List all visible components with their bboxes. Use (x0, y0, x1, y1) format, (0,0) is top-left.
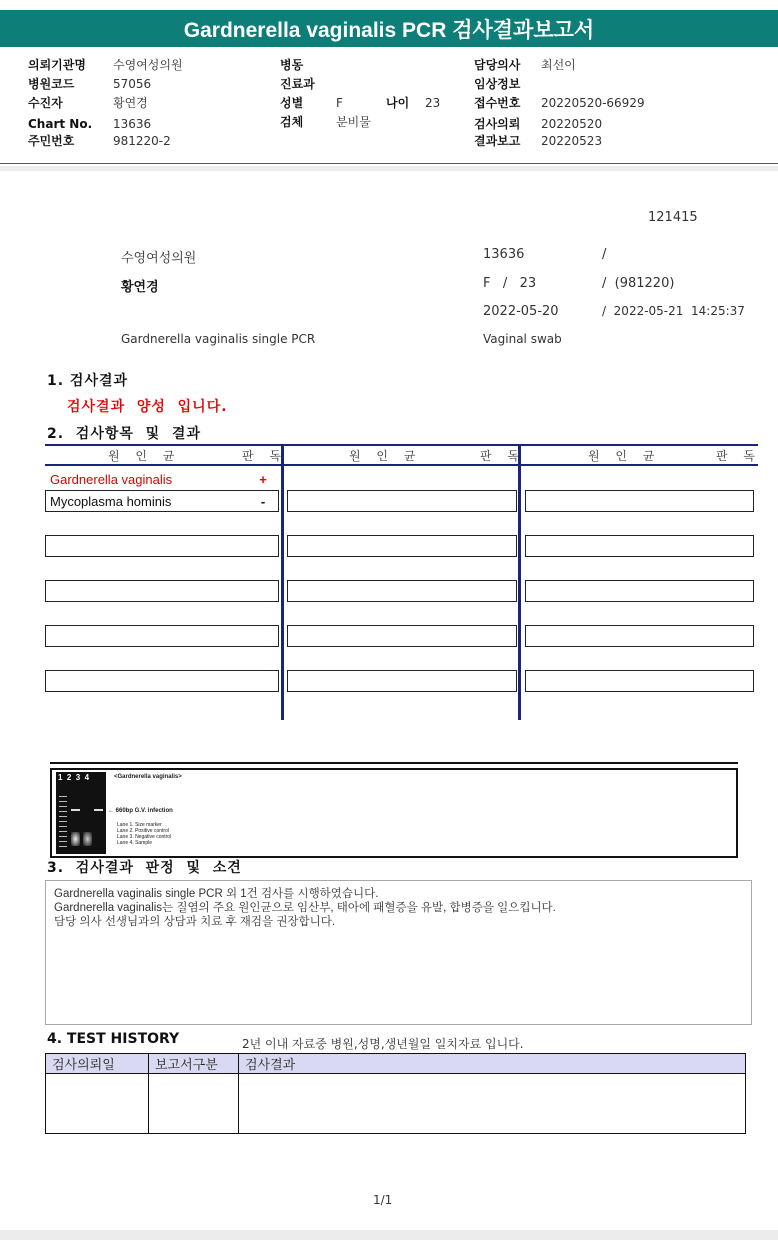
rrn-label: 주민번호 (28, 134, 75, 148)
specimen-label: 검체 (280, 115, 304, 129)
organism-result: - (260, 493, 266, 509)
summary-date1: 2022-05-20 (483, 304, 559, 319)
summary-patient: 황연경 (121, 280, 159, 295)
summary-test: Gardnerella vaginalis single PCR (121, 332, 316, 346)
empty-cell (287, 580, 517, 602)
chart-value: 13636 (113, 117, 152, 131)
empty-cell (525, 490, 754, 512)
section2-title: 2. 검사항목 및 결과 (47, 426, 201, 442)
doctor-value: 최선이 (541, 58, 576, 72)
size-marker-lane (59, 792, 67, 847)
section4-title: 4. TEST HISTORY (47, 1031, 180, 1047)
patient-value: 황연경 (113, 96, 148, 110)
empty-cell (525, 580, 754, 602)
sample-band (94, 809, 103, 811)
empty-cell (45, 670, 279, 692)
organism-result: + (259, 471, 267, 487)
result-value: 20220523 (541, 134, 603, 148)
specimen-value: 분비물 (336, 115, 371, 129)
summary-id: 121415 (648, 210, 698, 225)
positive-band (71, 809, 80, 811)
request-label: 검사의뢰 (474, 117, 521, 131)
dept-label: 진료과 (280, 77, 315, 91)
opinion-line: 담당 의사 선생님과의 상담과 치료 후 재검을 권장합니다. (54, 916, 336, 928)
receipt-value: 20220520-66929 (541, 96, 645, 110)
request-value: 20220520 (541, 117, 603, 131)
gel-legend (117, 822, 171, 846)
section1-title: 1. 검사결과 (47, 373, 129, 389)
empty-cell (45, 535, 279, 557)
col2-name-header: 원 인 균 (349, 449, 422, 463)
empty-cell (45, 625, 279, 647)
gel-image (56, 772, 106, 854)
gel-legend-item: Lane 2. Positive control (117, 828, 169, 834)
empty-cell (45, 580, 279, 602)
gel-legend-item: Lane 4. Sample (117, 840, 153, 846)
result-label: 결과보고 (474, 134, 521, 148)
receipt-label: 접수번호 (474, 96, 521, 110)
age-value: 23 (425, 96, 441, 110)
summary-hospital: 수영여성의원 (121, 251, 197, 266)
empty-cell (287, 670, 517, 692)
age-label: 나이 (386, 96, 410, 110)
empty-cell (287, 535, 517, 557)
gel-band-label: ← 660bp G.V. infection (108, 808, 173, 814)
ward-label: 병동 (280, 58, 304, 72)
empty-cell (287, 625, 517, 647)
summary-specimen: Vaginal swab (483, 332, 562, 346)
gel-legend-item: Lane 1. Size marker (117, 822, 162, 828)
hospital-value: 수영여성의원 (113, 58, 183, 72)
opinion-box (45, 880, 752, 1025)
sex-label: 성별 (280, 96, 304, 110)
hospital-label: 의뢰기관명 (28, 58, 86, 72)
history-col-result: 검사결과 (239, 1054, 746, 1074)
report-title: Gardnerella vaginalis PCR 검사결과보고서 (0, 10, 778, 47)
chart-label: Chart No. (28, 117, 93, 131)
primer-dimer (83, 832, 92, 846)
col2-result-header: 판 독 (480, 449, 525, 463)
rrn-value: 981220-2 (113, 134, 171, 148)
organism-name: Mycoplasma hominis (50, 493, 172, 509)
patient-label: 수진자 (28, 96, 63, 110)
history-col-type: 보고서구분 (149, 1054, 239, 1074)
col3-result-header: 판 독 (716, 449, 761, 463)
gel-legend-item: Lane 3. Negative control (117, 834, 172, 840)
clinical-label: 임상정보 (474, 77, 521, 91)
gel-title: <Gardnerella vaginalis> (114, 774, 182, 780)
col1-result-header: 판 독 (242, 449, 287, 463)
col3-name-header: 원 인 균 (588, 449, 661, 463)
empty-cell (287, 490, 517, 512)
section3-title: 3. 검사결과 판정 및 소견 (47, 860, 242, 876)
doctor-label: 담당의사 (474, 58, 521, 72)
empty-cell (525, 670, 754, 692)
table-top-rule (45, 444, 758, 446)
opinion-line: Gardnerella vaginalis는 질염의 주요 원인균으로 임산부, 태아에 패혈증을 유발, 합병증을 일으킵니다. (54, 902, 556, 914)
table-header-rule (45, 464, 758, 466)
history-note: 2년 이내 자료중 병원,성명,생년월일 일치자료 입니다. (242, 1037, 524, 1051)
summary-date2: / 2022-05-21 14:25:37 (602, 304, 745, 318)
empty-cell (525, 535, 754, 557)
page-number: 1/1 (373, 1193, 393, 1207)
col-divider-2 (518, 444, 521, 720)
col1-name-header: 원 인 균 (108, 449, 181, 463)
sex-value: F (336, 96, 343, 110)
col-divider-1 (281, 444, 284, 720)
empty-cell (525, 625, 754, 647)
header-divider (0, 163, 778, 164)
summary-birth: / (981220) (602, 276, 675, 291)
summary-sex-age: F / 23 (483, 276, 537, 291)
section1-result: 검사결과 양성 입니다. (67, 399, 228, 415)
result-row-mycoplasma (45, 490, 279, 512)
summary-chart: 13636 (483, 247, 525, 262)
organism-name: Gardnerella vaginalis (50, 471, 173, 487)
opinion-line: Gardnerella vaginalis single PCR 외 1건 검사를 시행하였습니다. (54, 888, 379, 900)
history-col-date: 검사의뢰일 (46, 1054, 149, 1074)
history-table (45, 1053, 746, 1134)
result-row-gardnerella (45, 468, 279, 490)
primer-dimer (71, 832, 80, 846)
header-band (0, 166, 778, 171)
gel-top-rule (50, 762, 738, 764)
table-row (46, 1074, 746, 1134)
summary-slash: / (602, 247, 607, 262)
footer-band (0, 1230, 778, 1240)
code-value: 57056 (113, 77, 152, 91)
gel-lanes: 1 2 3 4 (58, 773, 90, 782)
code-label: 병원코드 (28, 77, 75, 91)
